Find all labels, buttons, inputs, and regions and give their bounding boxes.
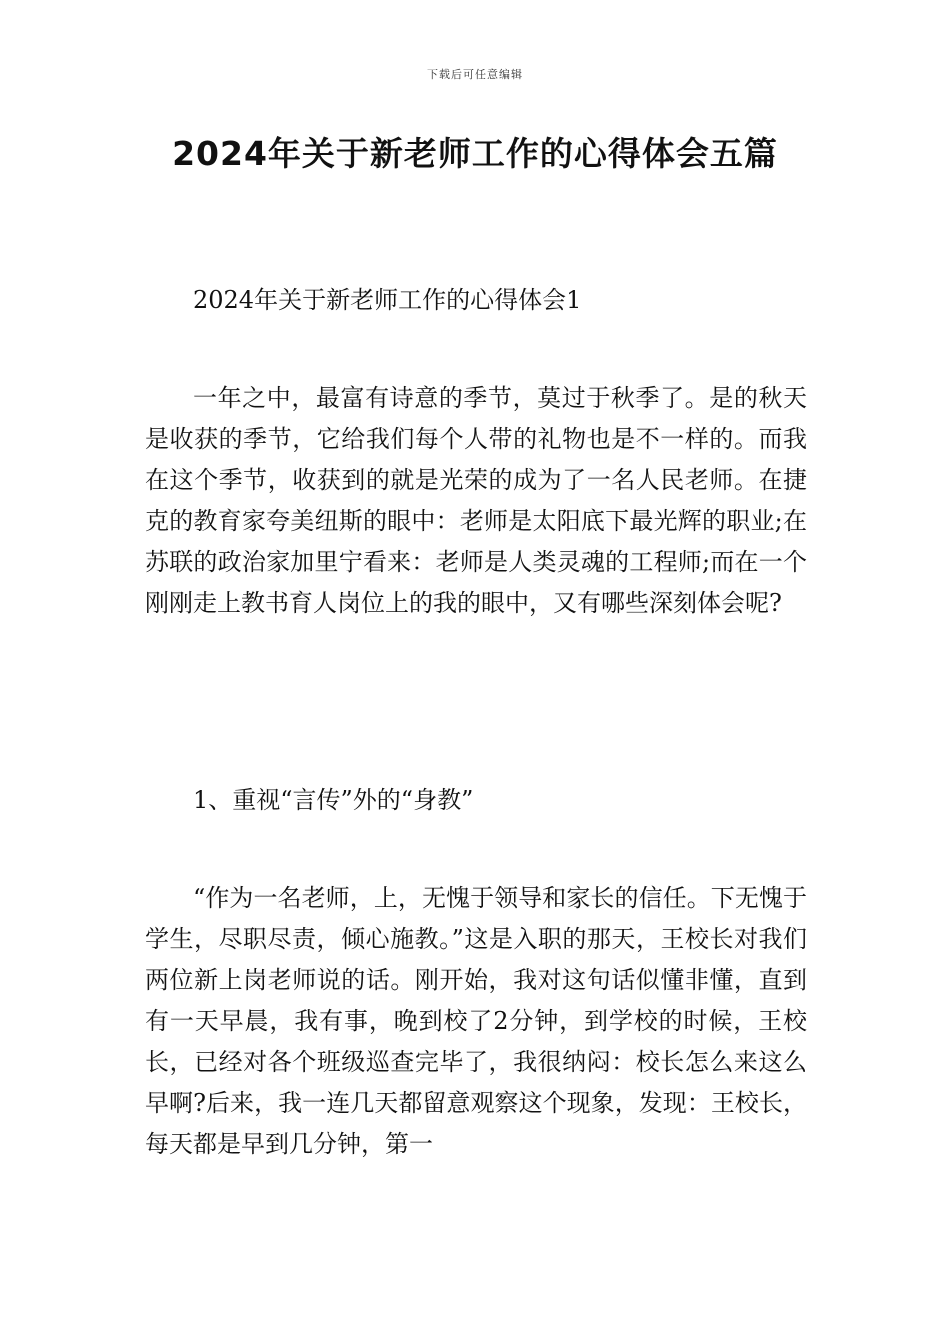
header-note: 下载后可任意编辑 [427,68,523,81]
document-title: 2024年关于新老师工作的心得体会五篇 [172,134,778,173]
paragraph-2: “作为一名老师，上，无愧于领导和家长的信任。下无愧于学生，尽职尽责，倾心施教。”这是入职的那天，王校长对我们两位新上岗老师说的话。刚开始，我对这句话似懂非懂，直到有一天早晨，我有事，晚到校了2分钟，到学校的时候，王校长，已经对各个班级巡查完毕了，我很纳闷：校长怎么来这么早啊?后来，我一连几天都留意观察这个现象，发现：王校长，每天都是早到几分钟，第一 [145,884,807,1158]
section-heading-1: 1、重视“言传”外的“身教” [193,786,474,814]
paragraph-intro: 一年之中，最富有诗意的季节，莫过于秋季了。是的秋天是收获的季节，它给我们每个人带的礼物也是不一样的。而我在这个季节，收获到的就是光荣的成为了一名人民老师。在捷克的教育家夸美纽斯的眼中：老师是太阳底下最光辉的职业;在苏联的政治家加里宁看来：老师是人类灵魂的工程师;而在一个刚刚走上教书育人岗位上的我的眼中，又有哪些深刻体会呢? [145,384,807,617]
article-subtitle: 2024年关于新老师工作的心得体会1 [193,286,582,314]
